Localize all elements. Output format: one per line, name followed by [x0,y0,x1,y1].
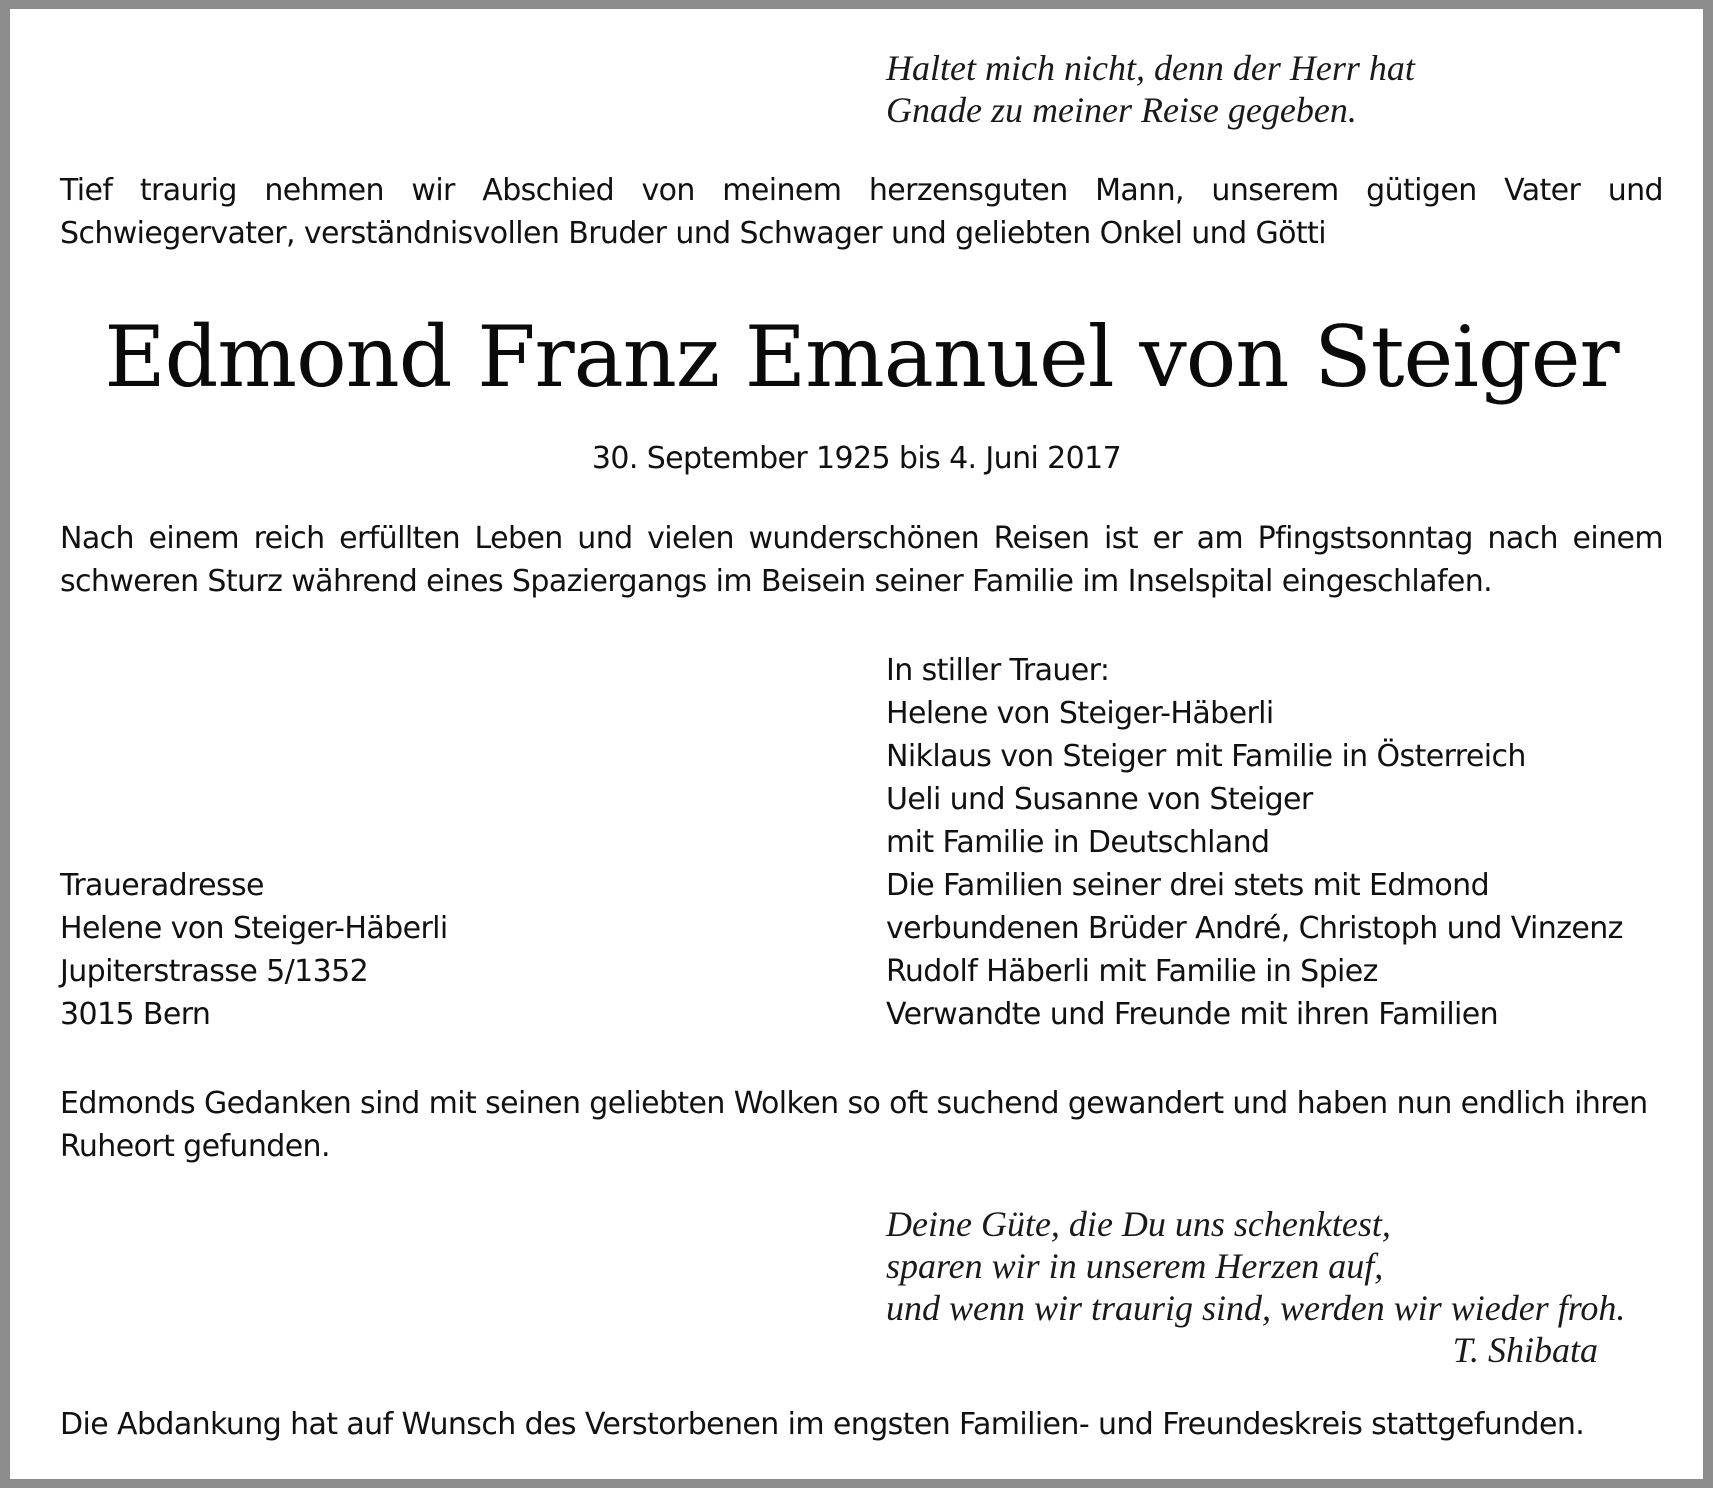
life-dates: 30. September 1925 bis 4. Juni 2017 [591,441,1122,476]
deceased-name: Edmond Franz Emanuel von Steiger [104,308,1619,406]
mourner-item: Die Familien seiner drei stets mit Edmond [886,868,1490,903]
mourning-address [60,864,448,1036]
obituary-page [10,9,1703,1479]
address-heading: Traueradresse [60,868,264,903]
mourner-item: Rudolf Häberli mit Familie in Spiez [886,954,1378,989]
address-line: 3015 Bern [60,997,211,1032]
mourner-item: Niklaus von Steiger mit Familie in Österreich [886,739,1526,774]
mourner-item: Verwandte und Freunde mit ihren Familien [886,997,1499,1032]
intro-text: Tief traurig nehmen wir Abschied von meinem herzensguten Mann, unserem gütigen Vater und Schwiegervater, verständnisvollen Bruder und Schwager und geliebten Onkel und Götti [60,173,1663,251]
poem-line: Deine Güte, die Du uns schenktest, [886,1204,1391,1244]
mourner-item: verbundenen Brüder André, Christoph und Vinzenz [886,911,1623,946]
poem-author: T. Shibata [1452,1330,1598,1370]
motto-line: Gnade zu meiner Reise gegeben. [886,90,1357,130]
motto-quote [886,47,1415,131]
mourners-heading: In stiller Trauer: [886,653,1110,688]
mourner-item: Helene von Steiger-Häberli [886,696,1274,731]
address-line: Helene von Steiger-Häberli [60,911,448,946]
address-line: Jupiterstrasse 5/1352 [60,954,369,989]
final-note: Die Abdankung hat auf Wunsch des Verstorbenen im engsten Familien- und Freundeskreis stattgefunden. [60,1407,1585,1442]
closing-text: Edmonds Gedanken sind mit seinen geliebten Wolken so oft suchend gewandert und haben nun endlich ihren Ruheort gefunden. [60,1086,1648,1164]
poem-line: sparen wir in unserem Herzen auf, [886,1246,1384,1286]
poem-line: und wenn wir traurig sind, werden wir wieder froh. [886,1288,1626,1328]
motto-line: Haltet mich nicht, denn der Herr hat [886,48,1415,88]
mourner-item: mit Familie in Deutschland [886,825,1270,860]
mourner-item: Ueli und Susanne von Steiger [886,782,1313,817]
body-text: Nach einem reich erfüllten Leben und vielen wunderschönen Reisen ist er am Pfingstsonntag nach einem schweren Sturz während eines Spaziergangs im Beisein seiner Familie im Inselspital eingeschlafen. [60,521,1663,599]
poem [886,1203,1625,1329]
mourners-list [886,649,1623,1036]
